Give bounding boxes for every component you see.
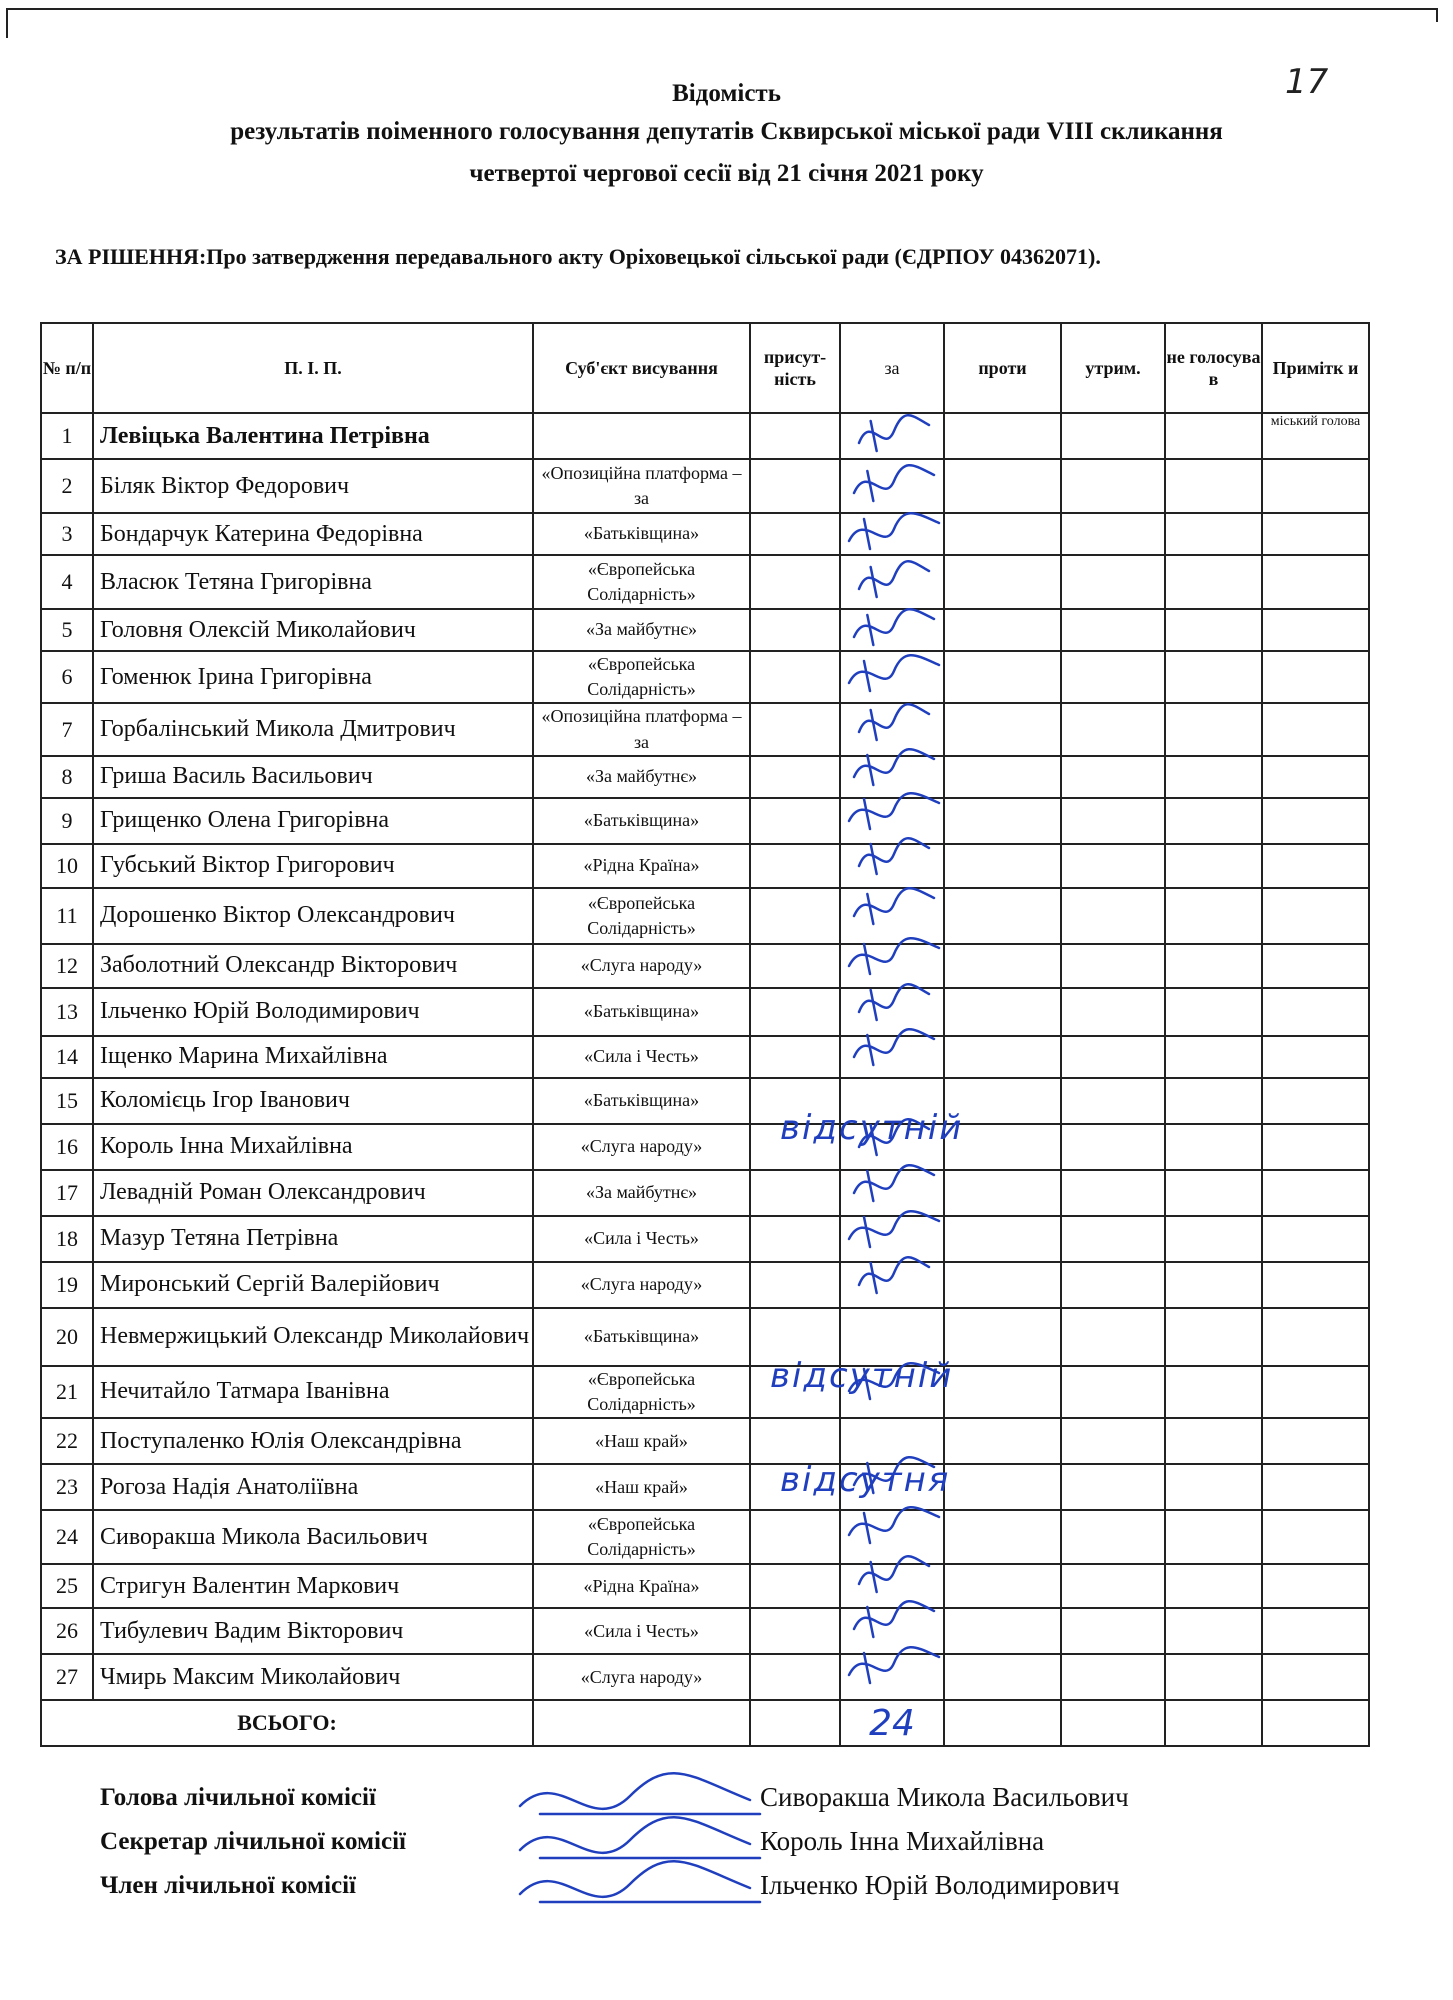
- vote-for-cell: [840, 1170, 944, 1216]
- commission-chair-name: Сиворакша Микола Васильович: [760, 1782, 1129, 1812]
- table-row: [41, 651, 1369, 703]
- not-voted-cell: [1165, 1464, 1262, 1510]
- notes-cell: [1262, 555, 1369, 609]
- notes-cell: [1262, 703, 1369, 755]
- vote-for-cell: [840, 1418, 944, 1464]
- deputy-name: Губський Віктор Григорович: [93, 844, 533, 888]
- notes-cell: [1262, 798, 1369, 844]
- session-line: четвертої чергової сесії від 21 січня 2021 року: [469, 160, 984, 187]
- table-row: [41, 1078, 1369, 1124]
- vote-for-cell: [840, 798, 944, 844]
- not-voted-cell: [1165, 1036, 1262, 1078]
- presence-cell: [750, 1216, 840, 1262]
- row-number: 7: [41, 703, 93, 755]
- row-number: 12: [41, 944, 93, 988]
- commission-chair-role: Голова лічильної комісії: [100, 1784, 376, 1811]
- commission-member-role: Член лічильної комісії: [100, 1872, 357, 1899]
- total-label: ВСЬОГО:: [41, 1700, 533, 1746]
- not-voted-cell: [1165, 413, 1262, 459]
- vote-against-cell: [944, 1308, 1061, 1366]
- vote-against-cell: [944, 1216, 1061, 1262]
- presence-cell: [750, 413, 840, 459]
- notes-cell: [1262, 844, 1369, 888]
- vote-against-cell: [944, 651, 1061, 703]
- table-row: [41, 1216, 1369, 1262]
- vote-against-cell: [944, 1564, 1061, 1608]
- nominating-party: «Наш край»: [533, 1464, 750, 1510]
- table-row: [41, 1608, 1369, 1654]
- row-number: 6: [41, 651, 93, 703]
- row-number: 16: [41, 1124, 93, 1170]
- vote-for-cell: [840, 459, 944, 513]
- page-border-top: [6, 8, 1438, 10]
- presence-cell: [750, 1564, 840, 1608]
- total-against-cell: [944, 1700, 1061, 1746]
- not-voted-cell: [1165, 513, 1262, 555]
- deputy-name: Миронський Сергій Валерійович: [93, 1262, 533, 1308]
- page-number: 17: [1285, 62, 1329, 102]
- row-number: 11: [41, 888, 93, 944]
- nominating-party: «Наш край»: [533, 1418, 750, 1464]
- table-row: [41, 844, 1369, 888]
- row-number: 19: [41, 1262, 93, 1308]
- presence-cell: [750, 513, 840, 555]
- vote-abstain-cell: [1061, 555, 1165, 609]
- notes-cell: [1262, 756, 1369, 798]
- absent-note-row-15: відсутній: [780, 1108, 964, 1148]
- notes-cell: [1262, 888, 1369, 944]
- deputy-name: Ільченко Юрій Володимирович: [93, 988, 533, 1036]
- vote-against-cell: [944, 1608, 1061, 1654]
- row-number: 15: [41, 1078, 93, 1124]
- row-number: 20: [41, 1308, 93, 1366]
- vote-abstain-cell: [1061, 1564, 1165, 1608]
- not-voted-cell: [1165, 888, 1262, 944]
- col-header-notes: Примітк и: [1262, 323, 1369, 413]
- nominating-party: [533, 413, 750, 459]
- total-abstain-cell: [1061, 1700, 1165, 1746]
- deputy-name: Рогоза Надія Анатоліївна: [93, 1464, 533, 1510]
- notes-cell: [1262, 988, 1369, 1036]
- vote-against-cell: [944, 1262, 1061, 1308]
- commission-signature-mark: [520, 1817, 760, 1858]
- col-header-against: проти: [944, 323, 1061, 413]
- vote-against-cell: [944, 1170, 1061, 1216]
- vote-against-cell: [944, 459, 1061, 513]
- table-row: [41, 609, 1369, 651]
- nominating-party: «Батьківщина»: [533, 1308, 750, 1366]
- not-voted-cell: [1165, 1124, 1262, 1170]
- vote-for-cell: [840, 1510, 944, 1564]
- not-voted-cell: [1165, 1608, 1262, 1654]
- vote-abstain-cell: [1061, 1418, 1165, 1464]
- vote-abstain-cell: [1061, 1308, 1165, 1366]
- notes-cell: [1262, 944, 1369, 988]
- total-row: [41, 1700, 1369, 1746]
- page-border-left: [6, 8, 8, 38]
- vote-abstain-cell: [1061, 1366, 1165, 1418]
- presence-cell: [750, 844, 840, 888]
- vote-against-cell: [944, 555, 1061, 609]
- row-number: 4: [41, 555, 93, 609]
- table-row: [41, 459, 1369, 513]
- vote-against-cell: [944, 1418, 1061, 1464]
- vote-abstain-cell: [1061, 513, 1165, 555]
- deputy-name: Стригун Валентин Маркович: [93, 1564, 533, 1608]
- vote-for-cell: [840, 651, 944, 703]
- row-number: 21: [41, 1366, 93, 1418]
- table-row: [41, 756, 1369, 798]
- notes-cell: [1262, 1036, 1369, 1078]
- vote-for-cell: [840, 555, 944, 609]
- vote-against-cell: [944, 1036, 1061, 1078]
- not-voted-cell: [1165, 1510, 1262, 1564]
- nominating-party: «Слуга народу»: [533, 944, 750, 988]
- notes-cell: [1262, 1308, 1369, 1366]
- not-voted-cell: [1165, 609, 1262, 651]
- row-number: 2: [41, 459, 93, 513]
- vote-against-cell: [944, 844, 1061, 888]
- deputy-name: Коломієць Ігор Іванович: [93, 1078, 533, 1124]
- nominating-party: «Слуга народу»: [533, 1262, 750, 1308]
- vote-against-cell: [944, 703, 1061, 755]
- notes-cell: [1262, 1564, 1369, 1608]
- table-row: [41, 555, 1369, 609]
- presence-cell: [750, 944, 840, 988]
- presence-cell: [750, 1262, 840, 1308]
- notes-cell: [1262, 609, 1369, 651]
- not-voted-cell: [1165, 756, 1262, 798]
- deputy-name: Нечитайло Татмара Іванівна: [93, 1366, 533, 1418]
- not-voted-cell: [1165, 1078, 1262, 1124]
- nominating-party: «Сила і Честь»: [533, 1608, 750, 1654]
- deputy-name: Грищенко Олена Григорівна: [93, 798, 533, 844]
- vote-abstain-cell: [1061, 651, 1165, 703]
- presence-cell: [750, 1418, 840, 1464]
- notes-cell: [1262, 1124, 1369, 1170]
- not-voted-cell: [1165, 1564, 1262, 1608]
- not-voted-cell: [1165, 1308, 1262, 1366]
- row-number: 3: [41, 513, 93, 555]
- table-row: [41, 1464, 1369, 1510]
- table-header-row: [41, 323, 1369, 413]
- notes-cell: [1262, 459, 1369, 513]
- not-voted-cell: [1165, 1366, 1262, 1418]
- vote-abstain-cell: [1061, 1170, 1165, 1216]
- vote-against-cell: [944, 756, 1061, 798]
- deputy-name: Невмержицький Олександр Миколайович: [93, 1308, 533, 1366]
- vote-abstain-cell: [1061, 1216, 1165, 1262]
- deputy-name: Гриша Василь Васильович: [93, 756, 533, 798]
- deputy-name: Власюк Тетяна Григорівна: [93, 555, 533, 609]
- table-row: [41, 513, 1369, 555]
- notes-cell: [1262, 1608, 1369, 1654]
- col-header-name: П. І. П.: [93, 323, 533, 413]
- presence-cell: [750, 703, 840, 755]
- nominating-party: «Європейська Солідарність»: [533, 1510, 750, 1564]
- not-voted-cell: [1165, 1418, 1262, 1464]
- deputy-name: Бондарчук Катерина Федорівна: [93, 513, 533, 555]
- nominating-party: «Батьківщина»: [533, 1078, 750, 1124]
- deputy-name: Левіцька Валентина Петрівна: [93, 413, 533, 459]
- presence-cell: [750, 1170, 840, 1216]
- total-presence-cell: [750, 1700, 840, 1746]
- deputy-name: Левадній Роман Олександрович: [93, 1170, 533, 1216]
- presence-cell: [750, 988, 840, 1036]
- table-row: [41, 1308, 1369, 1366]
- decision-title: ЗА РІШЕННЯ:Про затвердження передавального акту Оріховецької сільської ради (ЄДРПОУ 04362071).: [55, 244, 1101, 269]
- commission-secretary-name: Король Інна Михайлівна: [760, 1826, 1045, 1856]
- table-row: [41, 1654, 1369, 1700]
- col-header-number: № п/п: [41, 323, 93, 413]
- col-header-presence: присут-ність: [750, 323, 840, 413]
- notes-cell: [1262, 1366, 1369, 1418]
- nominating-party: «Батьківщина»: [533, 988, 750, 1036]
- not-voted-cell: [1165, 703, 1262, 755]
- document-subtitle: результатів поіменного голосування депутатів Сквирської міської ради VIII скликання: [230, 118, 1223, 145]
- row-number: 25: [41, 1564, 93, 1608]
- presence-cell: [750, 1654, 840, 1700]
- deputy-name: Біляк Віктор Федорович: [93, 459, 533, 513]
- presence-cell: [750, 756, 840, 798]
- nominating-party: «Слуга народу»: [533, 1654, 750, 1700]
- table-row: [41, 703, 1369, 755]
- col-header-for: за: [840, 323, 944, 413]
- commission-member-name: Ільченко Юрій Володимирович: [760, 1870, 1120, 1900]
- vote-abstain-cell: [1061, 459, 1165, 513]
- vote-against-cell: [944, 1654, 1061, 1700]
- table-row: [41, 944, 1369, 988]
- vote-abstain-cell: [1061, 1036, 1165, 1078]
- absent-note-row-20: відсутній: [770, 1356, 954, 1396]
- nominating-party: «За майбутнє»: [533, 756, 750, 798]
- row-number: 27: [41, 1654, 93, 1700]
- notes-cell: [1262, 1170, 1369, 1216]
- table-row: [41, 1262, 1369, 1308]
- not-voted-cell: [1165, 1170, 1262, 1216]
- vote-abstain-cell: [1061, 703, 1165, 755]
- not-voted-cell: [1165, 651, 1262, 703]
- table-row: [41, 988, 1369, 1036]
- col-header-not-voted: не голосува в: [1165, 323, 1262, 413]
- not-voted-cell: [1165, 459, 1262, 513]
- row-number: 14: [41, 1036, 93, 1078]
- commission-secretary-role: Секретар лічильної комісії: [100, 1828, 406, 1855]
- vote-for-cell: [840, 513, 944, 555]
- row-number: 23: [41, 1464, 93, 1510]
- deputy-name: Король Інна Михайлівна: [93, 1124, 533, 1170]
- page-border-right: [1436, 8, 1438, 22]
- row-number: 13: [41, 988, 93, 1036]
- not-voted-cell: [1165, 844, 1262, 888]
- table-row: [41, 413, 1369, 459]
- notes-cell: [1262, 1216, 1369, 1262]
- notes-cell: [1262, 1654, 1369, 1700]
- table-row: [41, 888, 1369, 944]
- vote-against-cell: [944, 988, 1061, 1036]
- nominating-party: «За майбутнє»: [533, 1170, 750, 1216]
- table-row: [41, 798, 1369, 844]
- commission-signature-mark: [520, 1861, 760, 1902]
- notes-cell: міський голова: [1262, 413, 1369, 459]
- nominating-party: «Рідна Країна»: [533, 844, 750, 888]
- table-row: [41, 1124, 1369, 1170]
- vote-for-cell: [840, 756, 944, 798]
- presence-cell: [750, 1608, 840, 1654]
- vote-against-cell: [944, 798, 1061, 844]
- vote-for-cell: [840, 609, 944, 651]
- notes-cell: [1262, 1418, 1369, 1464]
- row-number: 10: [41, 844, 93, 888]
- not-voted-cell: [1165, 988, 1262, 1036]
- row-number: 9: [41, 798, 93, 844]
- vote-against-cell: [944, 1464, 1061, 1510]
- col-header-party: Суб'єкт висування: [533, 323, 750, 413]
- vote-abstain-cell: [1061, 888, 1165, 944]
- presence-cell: [750, 798, 840, 844]
- not-voted-cell: [1165, 555, 1262, 609]
- vote-abstain-cell: [1061, 1078, 1165, 1124]
- presence-cell: [750, 888, 840, 944]
- not-voted-cell: [1165, 1216, 1262, 1262]
- total-notes-cell: [1262, 1700, 1369, 1746]
- total-for-value: 24: [869, 1702, 915, 1744]
- nominating-party: «Опозиційна платформа – за: [533, 459, 750, 513]
- vote-abstain-cell: [1061, 609, 1165, 651]
- table-row: [41, 1564, 1369, 1608]
- vote-against-cell: [944, 944, 1061, 988]
- vote-abstain-cell: [1061, 1608, 1165, 1654]
- deputy-name: Головня Олексій Миколайович: [93, 609, 533, 651]
- row-number: 26: [41, 1608, 93, 1654]
- vote-abstain-cell: [1061, 1654, 1165, 1700]
- deputy-name: Тибулевич Вадим Вікторович: [93, 1608, 533, 1654]
- row-number: 24: [41, 1510, 93, 1564]
- notes-cell: [1262, 1078, 1369, 1124]
- document-title: Відомість: [672, 80, 781, 107]
- deputy-name: Чмирь Максим Миколайович: [93, 1654, 533, 1700]
- presence-cell: [750, 555, 840, 609]
- nominating-party: «За майбутнє»: [533, 609, 750, 651]
- vote-against-cell: [944, 513, 1061, 555]
- vote-abstain-cell: [1061, 944, 1165, 988]
- vote-for-cell: [840, 413, 944, 459]
- vote-abstain-cell: [1061, 1464, 1165, 1510]
- notes-cell: [1262, 1262, 1369, 1308]
- absent-note-row-22: відсутня: [780, 1460, 951, 1500]
- nominating-party: «Сила і Честь»: [533, 1036, 750, 1078]
- table-row: [41, 1036, 1369, 1078]
- vote-for-cell: [840, 703, 944, 755]
- row-number: 5: [41, 609, 93, 651]
- vote-abstain-cell: [1061, 413, 1165, 459]
- row-number: 1: [41, 413, 93, 459]
- row-number: 17: [41, 1170, 93, 1216]
- vote-for-cell: [840, 1036, 944, 1078]
- nominating-party: «Батьківщина»: [533, 798, 750, 844]
- vote-for-cell: [840, 844, 944, 888]
- deputy-name: Сиворакша Микола Васильович: [93, 1510, 533, 1564]
- presence-cell: [750, 651, 840, 703]
- row-number: 18: [41, 1216, 93, 1262]
- presence-cell: [750, 1510, 840, 1564]
- table-row: [41, 1510, 1369, 1564]
- vote-abstain-cell: [1061, 1262, 1165, 1308]
- nominating-party: «Рідна Країна»: [533, 1564, 750, 1608]
- presence-cell: [750, 609, 840, 651]
- notes-cell: [1262, 1510, 1369, 1564]
- vote-against-cell: [944, 1510, 1061, 1564]
- table-row: [41, 1170, 1369, 1216]
- row-number: 22: [41, 1418, 93, 1464]
- nominating-party: «Слуга народу»: [533, 1124, 750, 1170]
- not-voted-cell: [1165, 1262, 1262, 1308]
- table-row: [41, 1418, 1369, 1464]
- col-header-abstain: утрим.: [1061, 323, 1165, 413]
- nominating-party: «Опозиційна платформа – за: [533, 703, 750, 755]
- vote-abstain-cell: [1061, 1124, 1165, 1170]
- deputy-name: Гоменюк Ірина Григорівна: [93, 651, 533, 703]
- vote-for-cell: [840, 944, 944, 988]
- vote-against-cell: [944, 1366, 1061, 1418]
- vote-against-cell: [944, 888, 1061, 944]
- table-row: [41, 1366, 1369, 1418]
- vote-abstain-cell: [1061, 798, 1165, 844]
- row-number: 8: [41, 756, 93, 798]
- deputy-name: Мазур Тетяна Петрівна: [93, 1216, 533, 1262]
- nominating-party: «Європейська Солідарність»: [533, 555, 750, 609]
- not-voted-cell: [1165, 798, 1262, 844]
- total-not-voted-cell: [1165, 1700, 1262, 1746]
- vote-for-cell: [840, 1564, 944, 1608]
- vote-for-cell: [840, 888, 944, 944]
- nominating-party: «Європейська Солідарність»: [533, 651, 750, 703]
- vote-for-cell: [840, 1654, 944, 1700]
- nominating-party: «Сила і Честь»: [533, 1216, 750, 1262]
- nominating-party: «Батьківщина»: [533, 513, 750, 555]
- nominating-party: «Європейська Солідарність»: [533, 1366, 750, 1418]
- vote-against-cell: [944, 609, 1061, 651]
- presence-cell: [750, 1036, 840, 1078]
- commission-signature-mark: [520, 1773, 760, 1814]
- voting-table: [40, 322, 1370, 1747]
- vote-for-cell: [840, 1608, 944, 1654]
- total-party-cell: [533, 1700, 750, 1746]
- vote-for-cell: [840, 988, 944, 1036]
- vote-abstain-cell: [1061, 1510, 1165, 1564]
- deputy-name: Заболотний Олександр Вікторович: [93, 944, 533, 988]
- notes-cell: [1262, 513, 1369, 555]
- vote-against-cell: [944, 413, 1061, 459]
- deputy-name: Дорошенко Віктор Олександрович: [93, 888, 533, 944]
- nominating-party: «Європейська Солідарність»: [533, 888, 750, 944]
- notes-cell: [1262, 1464, 1369, 1510]
- total-for-cell: [840, 1700, 944, 1746]
- vote-for-cell: [840, 1216, 944, 1262]
- deputy-name: Іщенко Марина Михайлівна: [93, 1036, 533, 1078]
- notes-cell: [1262, 651, 1369, 703]
- deputy-name: Поступаленко Юлія Олександрівна: [93, 1418, 533, 1464]
- vote-abstain-cell: [1061, 844, 1165, 888]
- presence-cell: [750, 459, 840, 513]
- vote-abstain-cell: [1061, 988, 1165, 1036]
- deputy-name: Горбалінський Микола Дмитрович: [93, 703, 533, 755]
- vote-for-cell: [840, 1262, 944, 1308]
- not-voted-cell: [1165, 944, 1262, 988]
- not-voted-cell: [1165, 1654, 1262, 1700]
- vote-abstain-cell: [1061, 756, 1165, 798]
